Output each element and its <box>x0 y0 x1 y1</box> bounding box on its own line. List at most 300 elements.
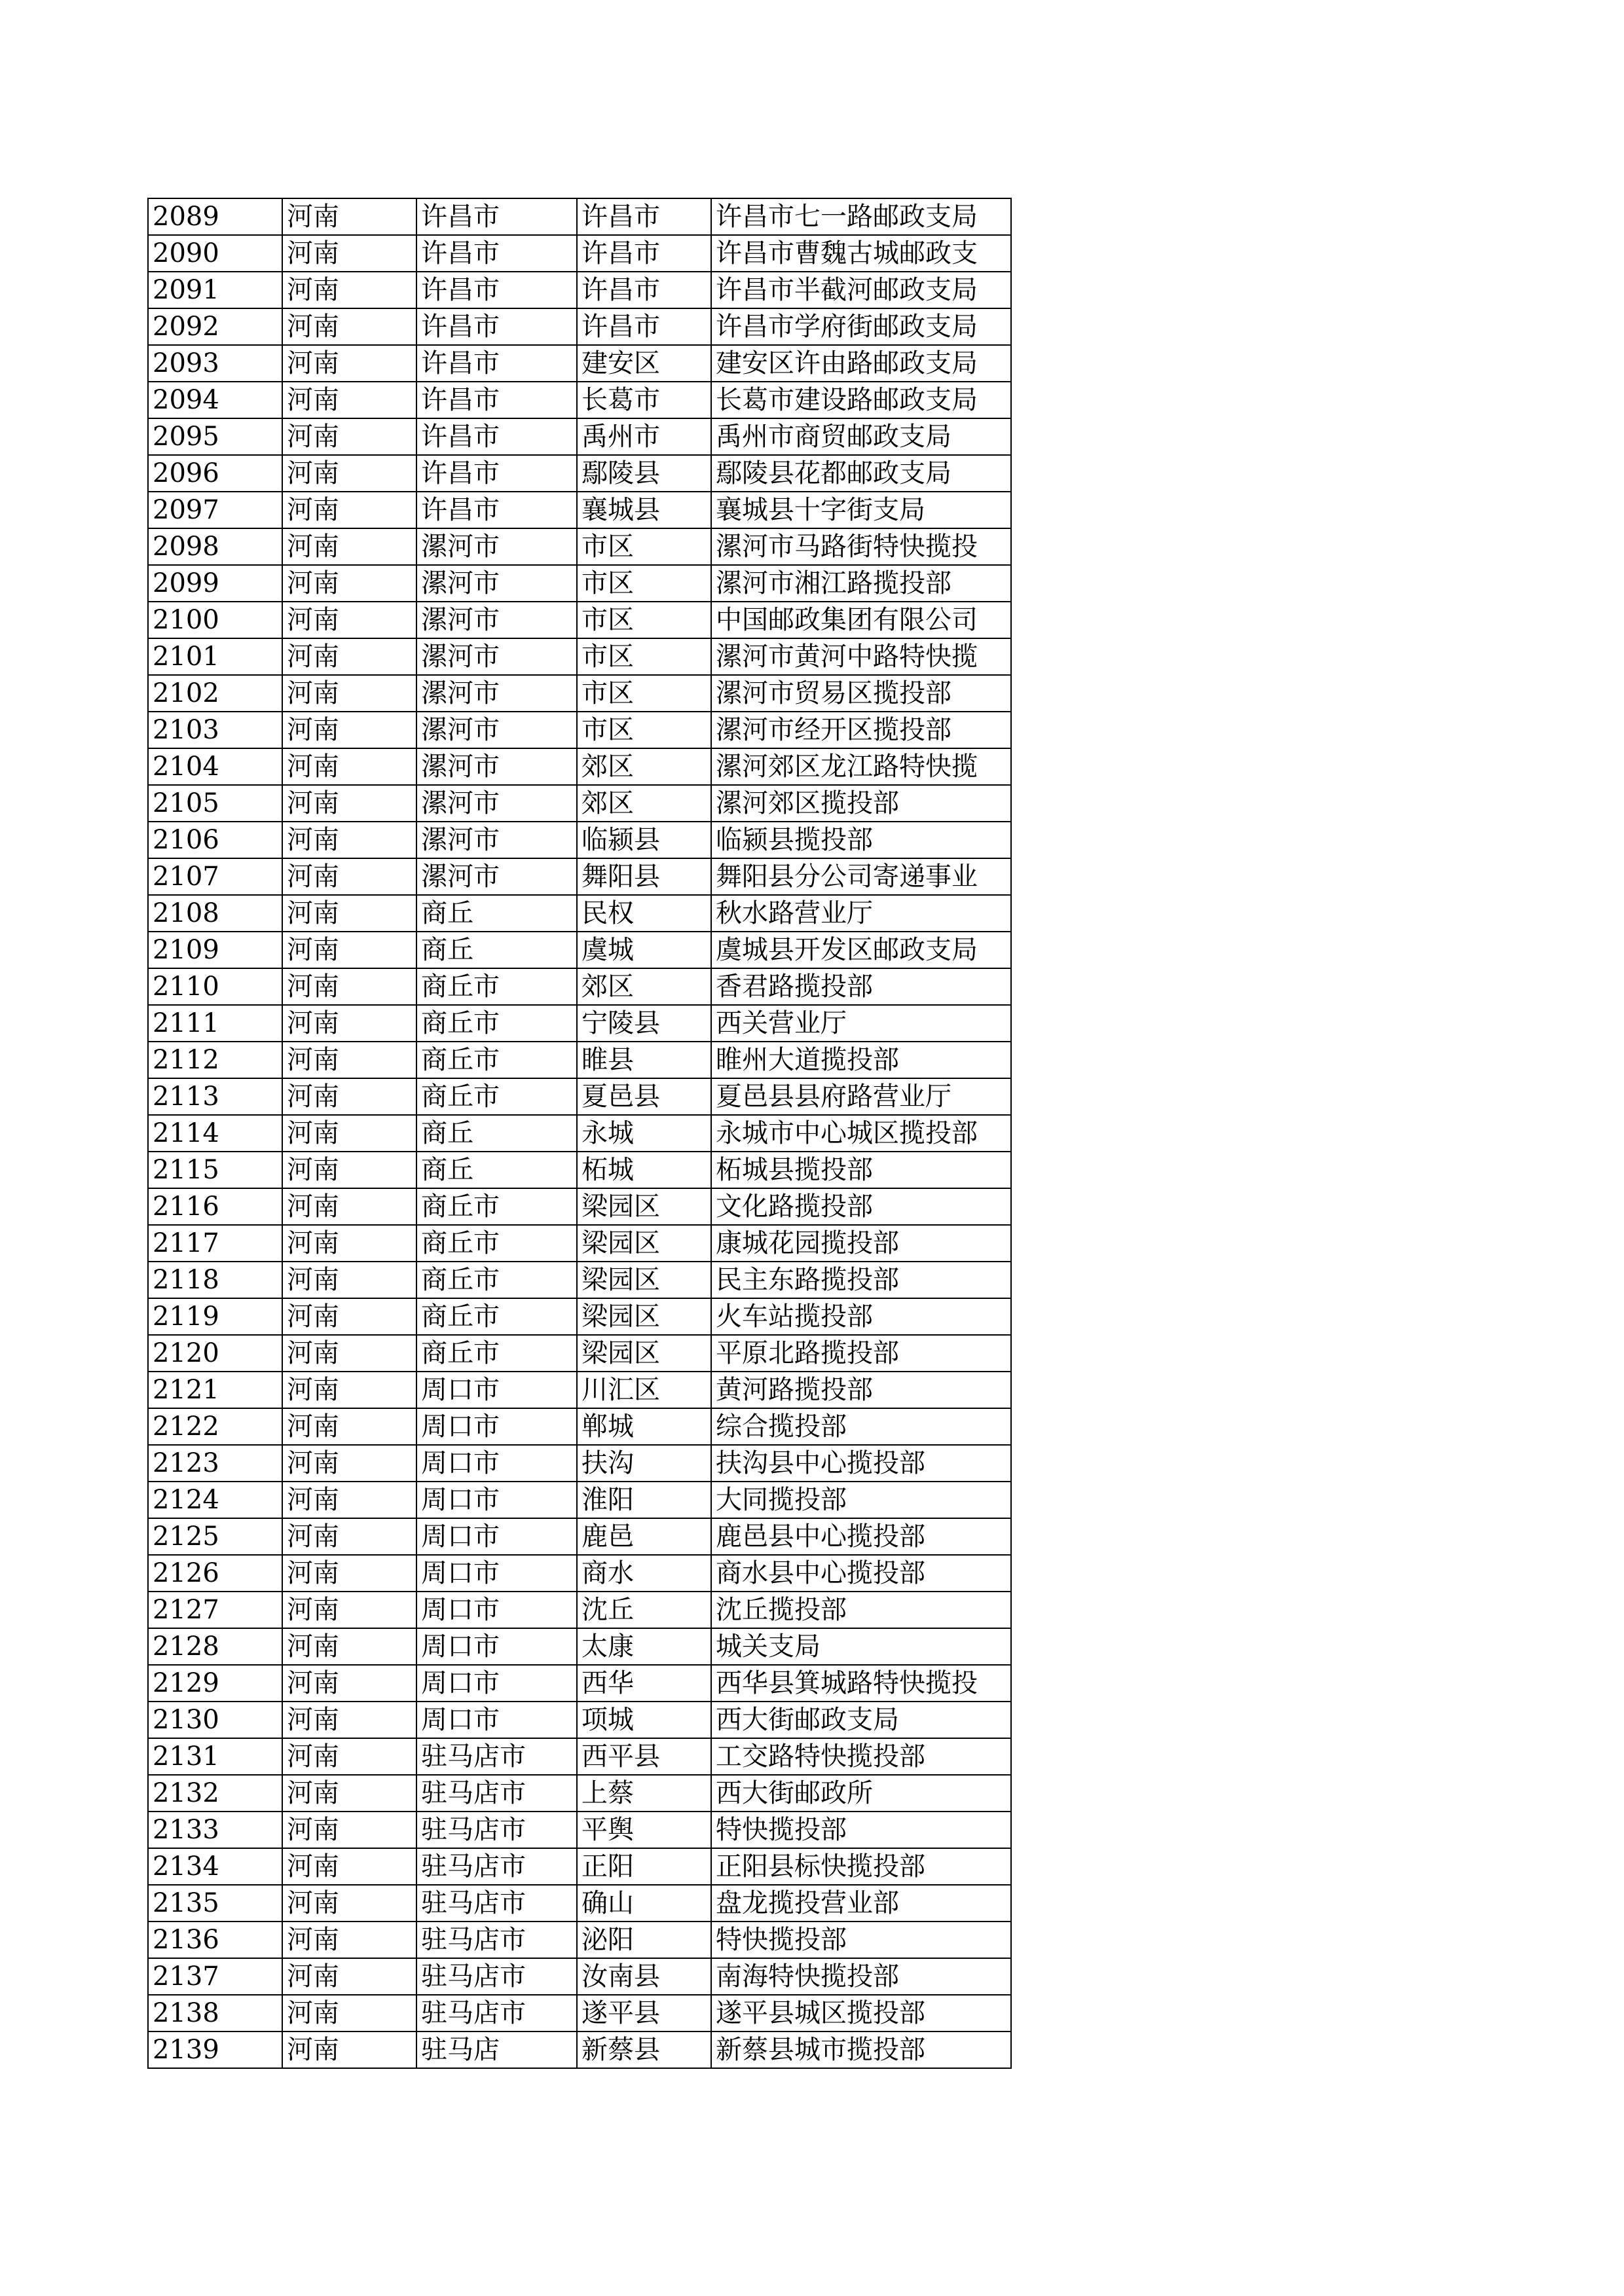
cell-district: 建安区 <box>577 345 711 382</box>
cell-branch: 扶沟县中心揽投部 <box>711 1445 1011 1482</box>
cell-province: 河南 <box>282 565 416 602</box>
cell-city: 许昌市 <box>416 272 577 308</box>
table-row <box>148 602 1011 638</box>
cell-number: 2094 <box>148 382 282 418</box>
cell-district: 西平县 <box>577 1738 711 1775</box>
table-row <box>148 822 1011 858</box>
cell-branch: 西华县箕城路特快揽投 <box>711 1665 1011 1702</box>
cell-number: 2137 <box>148 1958 282 1995</box>
cell-province: 河南 <box>282 1665 416 1702</box>
cell-city: 漯河市 <box>416 602 577 638</box>
cell-branch: 南海特快揽投部 <box>711 1958 1011 1995</box>
cell-province: 河南 <box>282 1262 416 1298</box>
cell-district: 新蔡县 <box>577 2032 711 2068</box>
cell-district: 郊区 <box>577 748 711 785</box>
cell-province: 河南 <box>282 1225 416 1262</box>
cell-province: 河南 <box>282 638 416 675</box>
cell-city: 漯河市 <box>416 712 577 748</box>
table-row <box>148 1188 1011 1225</box>
cell-number: 2112 <box>148 1042 282 1078</box>
table-row <box>148 1628 1011 1665</box>
cell-province: 河南 <box>282 1078 416 1115</box>
cell-district: 梁园区 <box>577 1225 711 1262</box>
cell-district: 平舆 <box>577 1812 711 1848</box>
table-row <box>148 382 1011 418</box>
cell-province: 河南 <box>282 712 416 748</box>
cell-number: 2128 <box>148 1628 282 1665</box>
cell-branch: 康城花园揽投部 <box>711 1225 1011 1262</box>
cell-district: 临颍县 <box>577 822 711 858</box>
cell-province: 河南 <box>282 602 416 638</box>
cell-number: 2108 <box>148 895 282 932</box>
cell-branch: 遂平县城区揽投部 <box>711 1995 1011 2032</box>
cell-branch: 新蔡县城市揽投部 <box>711 2032 1011 2068</box>
cell-number: 2138 <box>148 1995 282 2032</box>
cell-city: 周口市 <box>416 1628 577 1665</box>
cell-city: 周口市 <box>416 1702 577 1738</box>
cell-branch: 秋水路营业厅 <box>711 895 1011 932</box>
cell-number: 2122 <box>148 1408 282 1445</box>
cell-branch: 西关营业厅 <box>711 1005 1011 1042</box>
cell-number: 2130 <box>148 1702 282 1738</box>
cell-number: 2096 <box>148 455 282 492</box>
cell-branch: 睢州大道揽投部 <box>711 1042 1011 1078</box>
cell-province: 河南 <box>282 1298 416 1335</box>
cell-number: 2093 <box>148 345 282 382</box>
cell-district: 梁园区 <box>577 1188 711 1225</box>
cell-district: 扶沟 <box>577 1445 711 1482</box>
cell-branch: 漯河郊区龙江路特快揽 <box>711 748 1011 785</box>
cell-district: 鄢陵县 <box>577 455 711 492</box>
table-row <box>148 1812 1011 1848</box>
cell-number: 2118 <box>148 1262 282 1298</box>
cell-city: 商丘 <box>416 1115 577 1152</box>
cell-branch: 火车站揽投部 <box>711 1298 1011 1335</box>
cell-province: 河南 <box>282 492 416 528</box>
cell-city: 许昌市 <box>416 198 577 235</box>
cell-province: 河南 <box>282 1115 416 1152</box>
table-row <box>148 1078 1011 1115</box>
table-row <box>148 1042 1011 1078</box>
cell-district: 郊区 <box>577 968 711 1005</box>
cell-number: 2091 <box>148 272 282 308</box>
cell-district: 市区 <box>577 638 711 675</box>
cell-branch: 工交路特快揽投部 <box>711 1738 1011 1775</box>
cell-city: 商丘市 <box>416 1005 577 1042</box>
cell-district: 西华 <box>577 1665 711 1702</box>
cell-city: 商丘 <box>416 932 577 968</box>
cell-number: 2135 <box>148 1885 282 1922</box>
cell-district: 川汇区 <box>577 1372 711 1408</box>
cell-branch: 夏邑县县府路营业厅 <box>711 1078 1011 1115</box>
cell-district: 市区 <box>577 528 711 565</box>
cell-branch: 漯河市贸易区揽投部 <box>711 675 1011 712</box>
cell-city: 漯河市 <box>416 528 577 565</box>
cell-branch: 西大街邮政所 <box>711 1775 1011 1812</box>
cell-district: 鹿邑 <box>577 1518 711 1555</box>
cell-number: 2105 <box>148 785 282 822</box>
cell-district: 宁陵县 <box>577 1005 711 1042</box>
table-row <box>148 1665 1011 1702</box>
cell-number: 2098 <box>148 528 282 565</box>
table-row <box>148 858 1011 895</box>
table-row <box>148 1958 1011 1995</box>
cell-district: 睢县 <box>577 1042 711 1078</box>
cell-number: 2101 <box>148 638 282 675</box>
cell-district: 太康 <box>577 1628 711 1665</box>
table-row <box>148 638 1011 675</box>
cell-city: 商丘市 <box>416 968 577 1005</box>
cell-province: 河南 <box>282 1592 416 1628</box>
cell-number: 2115 <box>148 1152 282 1188</box>
cell-number: 2110 <box>148 968 282 1005</box>
cell-province: 河南 <box>282 1958 416 1995</box>
table-row <box>148 235 1011 272</box>
cell-district: 舞阳县 <box>577 858 711 895</box>
cell-branch: 柘城县揽投部 <box>711 1152 1011 1188</box>
cell-city: 周口市 <box>416 1445 577 1482</box>
cell-branch: 许昌市学府街邮政支局 <box>711 308 1011 345</box>
cell-city: 商丘市 <box>416 1188 577 1225</box>
cell-branch: 虞城县开发区邮政支局 <box>711 932 1011 968</box>
cell-district: 许昌市 <box>577 272 711 308</box>
cell-branch: 许昌市七一路邮政支局 <box>711 198 1011 235</box>
table-row <box>148 418 1011 455</box>
table-row <box>148 932 1011 968</box>
table-row <box>148 785 1011 822</box>
cell-number: 2107 <box>148 858 282 895</box>
cell-city: 驻马店市 <box>416 1775 577 1812</box>
cell-number: 2116 <box>148 1188 282 1225</box>
cell-branch: 综合揽投部 <box>711 1408 1011 1445</box>
cell-province: 河南 <box>282 785 416 822</box>
cell-district: 夏邑县 <box>577 1078 711 1115</box>
cell-province: 河南 <box>282 1372 416 1408</box>
cell-district: 许昌市 <box>577 308 711 345</box>
cell-number: 2119 <box>148 1298 282 1335</box>
cell-province: 河南 <box>282 1042 416 1078</box>
table-row <box>148 1005 1011 1042</box>
cell-city: 商丘市 <box>416 1262 577 1298</box>
cell-city: 驻马店市 <box>416 1738 577 1775</box>
cell-branch: 特快揽投部 <box>711 1922 1011 1958</box>
cell-branch: 临颍县揽投部 <box>711 822 1011 858</box>
cell-district: 项城 <box>577 1702 711 1738</box>
cell-branch: 正阳县标快揽投部 <box>711 1848 1011 1885</box>
table-row <box>148 1262 1011 1298</box>
cell-province: 河南 <box>282 1152 416 1188</box>
cell-city: 周口市 <box>416 1555 577 1592</box>
cell-province: 河南 <box>282 675 416 712</box>
cell-branch: 鄢陵县花都邮政支局 <box>711 455 1011 492</box>
cell-district: 确山 <box>577 1885 711 1922</box>
table-row <box>148 528 1011 565</box>
cell-province: 河南 <box>282 1848 416 1885</box>
cell-province: 河南 <box>282 1482 416 1518</box>
cell-branch: 大同揽投部 <box>711 1482 1011 1518</box>
table-row <box>148 308 1011 345</box>
cell-province: 河南 <box>282 2032 416 2068</box>
cell-district: 泌阳 <box>577 1922 711 1958</box>
cell-city: 周口市 <box>416 1372 577 1408</box>
table-row <box>148 1885 1011 1922</box>
table-row <box>148 1922 1011 1958</box>
cell-city: 商丘 <box>416 1152 577 1188</box>
cell-district: 梁园区 <box>577 1262 711 1298</box>
cell-branch: 建安区许由路邮政支局 <box>711 345 1011 382</box>
cell-number: 2104 <box>148 748 282 785</box>
cell-district: 正阳 <box>577 1848 711 1885</box>
table-row <box>148 1225 1011 1262</box>
cell-province: 河南 <box>282 748 416 785</box>
cell-city: 许昌市 <box>416 418 577 455</box>
cell-number: 2095 <box>148 418 282 455</box>
cell-city: 商丘市 <box>416 1042 577 1078</box>
cell-branch: 民主东路揽投部 <box>711 1262 1011 1298</box>
cell-number: 2113 <box>148 1078 282 1115</box>
cell-number: 2139 <box>148 2032 282 2068</box>
cell-province: 河南 <box>282 1775 416 1812</box>
cell-city: 许昌市 <box>416 345 577 382</box>
cell-city: 周口市 <box>416 1592 577 1628</box>
cell-province: 河南 <box>282 1702 416 1738</box>
cell-province: 河南 <box>282 235 416 272</box>
cell-number: 2127 <box>148 1592 282 1628</box>
cell-province: 河南 <box>282 1445 416 1482</box>
table-row <box>148 2032 1011 2068</box>
cell-number: 2125 <box>148 1518 282 1555</box>
cell-province: 河南 <box>282 455 416 492</box>
cell-branch: 中国邮政集团有限公司 <box>711 602 1011 638</box>
cell-province: 河南 <box>282 822 416 858</box>
table-row <box>148 1592 1011 1628</box>
cell-city: 周口市 <box>416 1665 577 1702</box>
cell-province: 河南 <box>282 1335 416 1372</box>
cell-city: 驻马店市 <box>416 1885 577 1922</box>
cell-province: 河南 <box>282 528 416 565</box>
cell-province: 河南 <box>282 308 416 345</box>
cell-province: 河南 <box>282 345 416 382</box>
table-row <box>148 272 1011 308</box>
cell-branch: 禹州市商贸邮政支局 <box>711 418 1011 455</box>
cell-city: 商丘市 <box>416 1335 577 1372</box>
cell-city: 漯河市 <box>416 565 577 602</box>
cell-province: 河南 <box>282 1922 416 1958</box>
cell-number: 2131 <box>148 1738 282 1775</box>
cell-city: 驻马店 <box>416 2032 577 2068</box>
cell-province: 河南 <box>282 1555 416 1592</box>
cell-branch: 漯河市湘江路揽投部 <box>711 565 1011 602</box>
cell-city: 漯河市 <box>416 675 577 712</box>
cell-city: 许昌市 <box>416 455 577 492</box>
cell-city: 驻马店市 <box>416 1812 577 1848</box>
cell-branch: 盘龙揽投营业部 <box>711 1885 1011 1922</box>
cell-province: 河南 <box>282 272 416 308</box>
data-table-body <box>148 198 1011 2068</box>
cell-branch: 漯河郊区揽投部 <box>711 785 1011 822</box>
cell-branch: 漯河市马路街特快揽投 <box>711 528 1011 565</box>
cell-district: 淮阳 <box>577 1482 711 1518</box>
table-row <box>148 1555 1011 1592</box>
cell-city: 商丘 <box>416 895 577 932</box>
cell-branch: 舞阳县分公司寄递事业 <box>711 858 1011 895</box>
cell-branch: 特快揽投部 <box>711 1812 1011 1848</box>
cell-number: 2134 <box>148 1848 282 1885</box>
cell-district: 市区 <box>577 675 711 712</box>
cell-branch: 长葛市建设路邮政支局 <box>711 382 1011 418</box>
cell-district: 许昌市 <box>577 235 711 272</box>
table-row <box>148 1848 1011 1885</box>
cell-district: 上蔡 <box>577 1775 711 1812</box>
cell-branch: 漯河市经开区揽投部 <box>711 712 1011 748</box>
table-row <box>148 748 1011 785</box>
cell-city: 许昌市 <box>416 492 577 528</box>
table-row <box>148 1995 1011 2032</box>
cell-number: 2123 <box>148 1445 282 1482</box>
table-row <box>148 1702 1011 1738</box>
cell-district: 市区 <box>577 602 711 638</box>
cell-number: 2136 <box>148 1922 282 1958</box>
table-row <box>148 198 1011 235</box>
cell-number: 2106 <box>148 822 282 858</box>
cell-branch: 平原北路揽投部 <box>711 1335 1011 1372</box>
cell-number: 2126 <box>148 1555 282 1592</box>
cell-province: 河南 <box>282 1408 416 1445</box>
cell-city: 周口市 <box>416 1518 577 1555</box>
cell-province: 河南 <box>282 1188 416 1225</box>
table-row <box>148 1738 1011 1775</box>
cell-city: 漯河市 <box>416 858 577 895</box>
cell-branch: 漯河市黄河中路特快揽 <box>711 638 1011 675</box>
cell-number: 2111 <box>148 1005 282 1042</box>
cell-district: 商水 <box>577 1555 711 1592</box>
cell-number: 2124 <box>148 1482 282 1518</box>
cell-number: 2090 <box>148 235 282 272</box>
table-row <box>148 1115 1011 1152</box>
table-row <box>148 968 1011 1005</box>
cell-district: 梁园区 <box>577 1298 711 1335</box>
cell-province: 河南 <box>282 1738 416 1775</box>
cell-province: 河南 <box>282 1628 416 1665</box>
cell-province: 河南 <box>282 382 416 418</box>
cell-province: 河南 <box>282 1812 416 1848</box>
table-row <box>148 345 1011 382</box>
cell-branch: 黄河路揽投部 <box>711 1372 1011 1408</box>
cell-number: 2109 <box>148 932 282 968</box>
cell-city: 许昌市 <box>416 308 577 345</box>
cell-branch: 鹿邑县中心揽投部 <box>711 1518 1011 1555</box>
cell-district: 郸城 <box>577 1408 711 1445</box>
cell-number: 2114 <box>148 1115 282 1152</box>
cell-province: 河南 <box>282 418 416 455</box>
cell-city: 许昌市 <box>416 382 577 418</box>
cell-province: 河南 <box>282 198 416 235</box>
cell-province: 河南 <box>282 858 416 895</box>
cell-branch: 城关支局 <box>711 1628 1011 1665</box>
table-row <box>148 675 1011 712</box>
cell-number: 2099 <box>148 565 282 602</box>
table-row <box>148 712 1011 748</box>
cell-branch: 西大街邮政支局 <box>711 1702 1011 1738</box>
cell-district: 禹州市 <box>577 418 711 455</box>
cell-city: 商丘市 <box>416 1298 577 1335</box>
cell-city: 商丘市 <box>416 1078 577 1115</box>
cell-branch: 沈丘揽投部 <box>711 1592 1011 1628</box>
cell-district: 遂平县 <box>577 1995 711 2032</box>
cell-district: 柘城 <box>577 1152 711 1188</box>
cell-city: 周口市 <box>416 1482 577 1518</box>
table-row <box>148 1372 1011 1408</box>
cell-city: 商丘市 <box>416 1225 577 1262</box>
table-row <box>148 1408 1011 1445</box>
cell-district: 民权 <box>577 895 711 932</box>
cell-branch: 许昌市曹魏古城邮政支 <box>711 235 1011 272</box>
cell-branch: 永城市中心城区揽投部 <box>711 1115 1011 1152</box>
cell-province: 河南 <box>282 932 416 968</box>
table-row <box>148 1335 1011 1372</box>
cell-number: 2103 <box>148 712 282 748</box>
table-row <box>148 565 1011 602</box>
cell-city: 驻马店市 <box>416 1995 577 2032</box>
cell-district: 长葛市 <box>577 382 711 418</box>
cell-province: 河南 <box>282 968 416 1005</box>
table-row <box>148 492 1011 528</box>
cell-city: 漯河市 <box>416 748 577 785</box>
cell-number: 2121 <box>148 1372 282 1408</box>
data-table <box>147 198 1012 2069</box>
cell-district: 市区 <box>577 565 711 602</box>
table-row <box>148 1482 1011 1518</box>
cell-district: 襄城县 <box>577 492 711 528</box>
cell-province: 河南 <box>282 895 416 932</box>
table-row <box>148 1445 1011 1482</box>
cell-district: 永城 <box>577 1115 711 1152</box>
cell-district: 梁园区 <box>577 1335 711 1372</box>
cell-district: 虞城 <box>577 932 711 968</box>
cell-branch: 许昌市半截河邮政支局 <box>711 272 1011 308</box>
table-row <box>148 455 1011 492</box>
cell-province: 河南 <box>282 1995 416 2032</box>
cell-number: 2097 <box>148 492 282 528</box>
cell-city: 驻马店市 <box>416 1958 577 1995</box>
cell-branch: 襄城县十字街支局 <box>711 492 1011 528</box>
table-row <box>148 1152 1011 1188</box>
cell-district: 汝南县 <box>577 1958 711 1995</box>
cell-province: 河南 <box>282 1885 416 1922</box>
cell-number: 2117 <box>148 1225 282 1262</box>
table-row <box>148 1518 1011 1555</box>
cell-number: 2100 <box>148 602 282 638</box>
cell-district: 市区 <box>577 712 711 748</box>
cell-number: 2132 <box>148 1775 282 1812</box>
cell-city: 周口市 <box>416 1408 577 1445</box>
table-row <box>148 895 1011 932</box>
table-row <box>148 1298 1011 1335</box>
cell-number: 2133 <box>148 1812 282 1848</box>
cell-number: 2089 <box>148 198 282 235</box>
cell-city: 漯河市 <box>416 822 577 858</box>
cell-city: 驻马店市 <box>416 1848 577 1885</box>
cell-branch: 商水县中心揽投部 <box>711 1555 1011 1592</box>
cell-city: 驻马店市 <box>416 1922 577 1958</box>
cell-district: 郊区 <box>577 785 711 822</box>
cell-city: 漯河市 <box>416 785 577 822</box>
cell-province: 河南 <box>282 1005 416 1042</box>
cell-district: 许昌市 <box>577 198 711 235</box>
cell-city: 漯河市 <box>416 638 577 675</box>
cell-branch: 文化路揽投部 <box>711 1188 1011 1225</box>
cell-province: 河南 <box>282 1518 416 1555</box>
